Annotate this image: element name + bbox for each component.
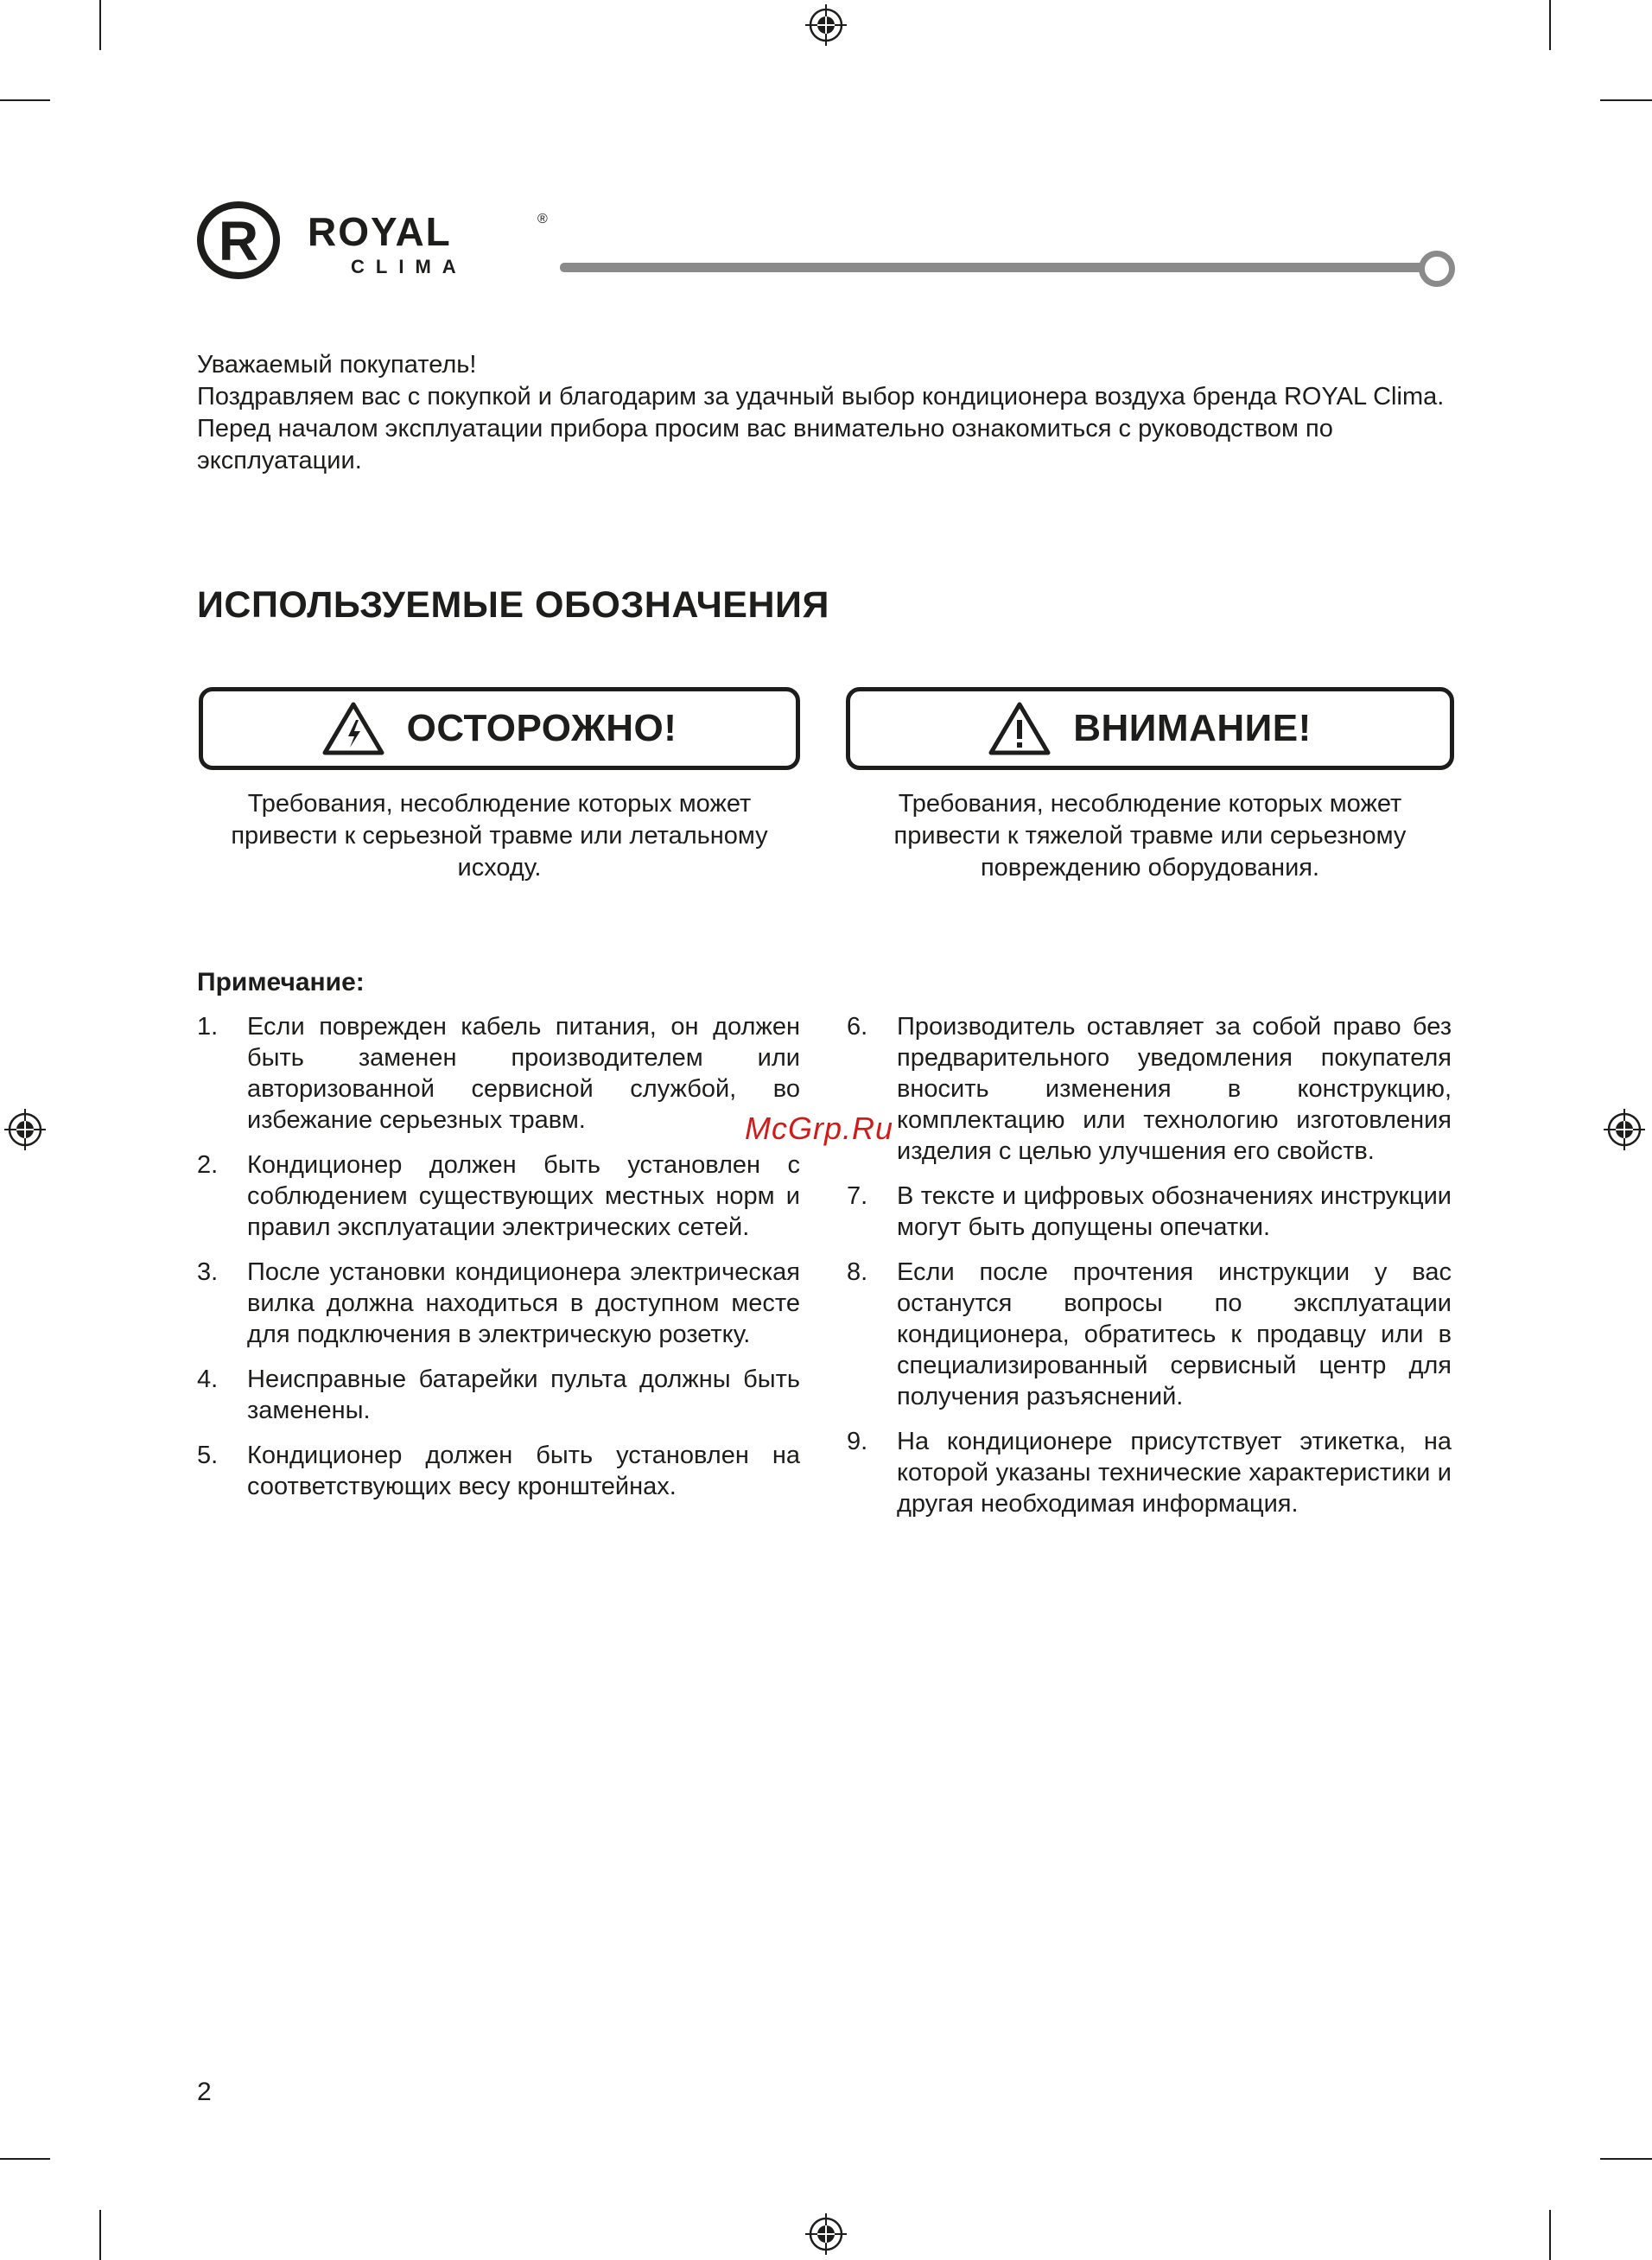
list-item-text: Если поврежден кабель питания, он должен быть заменен производителем или авторизованной сервисной службой, во избежание серьезных травм. bbox=[247, 1013, 800, 1134]
crop-mark bbox=[0, 2158, 50, 2160]
list-item bbox=[197, 1011, 800, 1136]
page-number: 2 bbox=[197, 2078, 212, 2106]
crop-mark bbox=[1549, 0, 1551, 50]
registration-mark-icon bbox=[3, 1108, 47, 1151]
list-item bbox=[197, 1440, 800, 1502]
list-item-text: Кондиционер должен быть установлен на соответствующих весу кронштейнах. bbox=[247, 1442, 800, 1500]
list-item bbox=[197, 1257, 800, 1350]
list-item bbox=[847, 1257, 1452, 1412]
crop-mark bbox=[0, 99, 50, 101]
registration-mark-icon bbox=[1603, 1108, 1646, 1151]
list-item-text: Неисправные батарейки пульта должны быть заменены. bbox=[247, 1366, 800, 1424]
list-item-number: 5. bbox=[197, 1442, 219, 1469]
list-item-number: 8. bbox=[847, 1258, 868, 1286]
watermark: McGrp.Ru bbox=[745, 1111, 894, 1146]
crop-mark bbox=[99, 2210, 101, 2260]
section-title: ИСПОЛЬЗУЕМЫЕ ОБОЗНАЧЕНИЯ bbox=[197, 584, 829, 626]
list-item-number: 4. bbox=[197, 1366, 219, 1393]
registration-mark-icon bbox=[804, 2212, 848, 2256]
list-item bbox=[197, 1149, 800, 1243]
list-item-text: Если после прочтения инструкции у вас останутся вопросы по эксплуатации кондиционера, обратитесь к продавцу или в специализированный сервисный центр для получения разъяснений. bbox=[897, 1258, 1452, 1410]
caution-sign bbox=[199, 687, 800, 770]
notes-left-column bbox=[197, 1011, 800, 1516]
logo-mark: R bbox=[218, 210, 259, 272]
list-item-text: После установки кондиционера электрическая вилка должна находиться в доступном месте для подключения в электрическую розетку. bbox=[247, 1258, 800, 1348]
greeting: Уважаемый покупатель! bbox=[197, 351, 477, 379]
crop-mark bbox=[1549, 2210, 1551, 2260]
list-item-number: 1. bbox=[197, 1013, 219, 1041]
list-item-number: 7. bbox=[847, 1182, 868, 1210]
list-item-number: 6. bbox=[847, 1013, 868, 1041]
registration-mark-icon bbox=[804, 3, 848, 47]
logo-brand: ROYAL bbox=[308, 209, 452, 254]
list-item bbox=[847, 1181, 1452, 1243]
attention-description: Требования, несоблюдение которых может привести к тяжелой травме или серьезному повреждению оборудования. bbox=[893, 790, 1407, 882]
logo-registered: ® bbox=[537, 212, 548, 226]
crop-mark bbox=[1600, 2158, 1652, 2160]
list-item bbox=[197, 1364, 800, 1426]
royal-clima-logo bbox=[197, 197, 560, 283]
high-voltage-warning-icon bbox=[322, 701, 384, 756]
intro-text: Поздравляем вас с покупкой и благодарим за удачный выбор кондиционера воздуха бренда ROYAL Clima. Перед началом эксплуатации прибора просим вас внимательно ознакомиться с руководством по эксплуатации. bbox=[197, 383, 1445, 474]
list-item-number: 2. bbox=[197, 1151, 219, 1179]
list-item-number: 9. bbox=[847, 1428, 868, 1455]
exclamation-warning-icon bbox=[988, 701, 1051, 756]
caution-description: Требования, несоблюдение которых может привести к серьезной травме или летальному исходу. bbox=[231, 790, 768, 882]
list-item-number: 3. bbox=[197, 1258, 219, 1286]
intro bbox=[197, 349, 1454, 477]
crop-mark bbox=[99, 0, 101, 50]
caution-title: ОСТОРОЖНО! bbox=[406, 707, 677, 749]
attention-title: ВНИМАНИЕ! bbox=[1073, 707, 1312, 749]
list-item-text: В тексте и цифровых обозначениях инструкции могут быть допущены опечатки. bbox=[897, 1182, 1452, 1241]
attention-sign bbox=[846, 687, 1454, 770]
list-item bbox=[847, 1426, 1452, 1519]
list-item-text: На кондиционере присутствует этикетка, на которой указаны технические характеристики и другая необходимая информация. bbox=[897, 1428, 1452, 1518]
crop-mark bbox=[1600, 99, 1652, 101]
logo-sub: CLIMA bbox=[351, 256, 467, 277]
header-rule-end bbox=[1419, 251, 1455, 287]
list-item-text: Кондиционер должен быть установлен с соблюдением существующих местных норм и правил эксплуатации электрических сетей. bbox=[247, 1151, 800, 1241]
notes-right-column bbox=[847, 1011, 1452, 1533]
list-item bbox=[847, 1011, 1452, 1167]
header-rule bbox=[560, 263, 1424, 272]
list-item-text: Производитель оставляет за собой право без предварительного уведомления покупателя вносить изменения в конструкцию, комплектацию или технологию изготовления изделия с целью улучшения его свойств. bbox=[897, 1013, 1452, 1165]
notes-title: Примечание: bbox=[197, 968, 365, 996]
